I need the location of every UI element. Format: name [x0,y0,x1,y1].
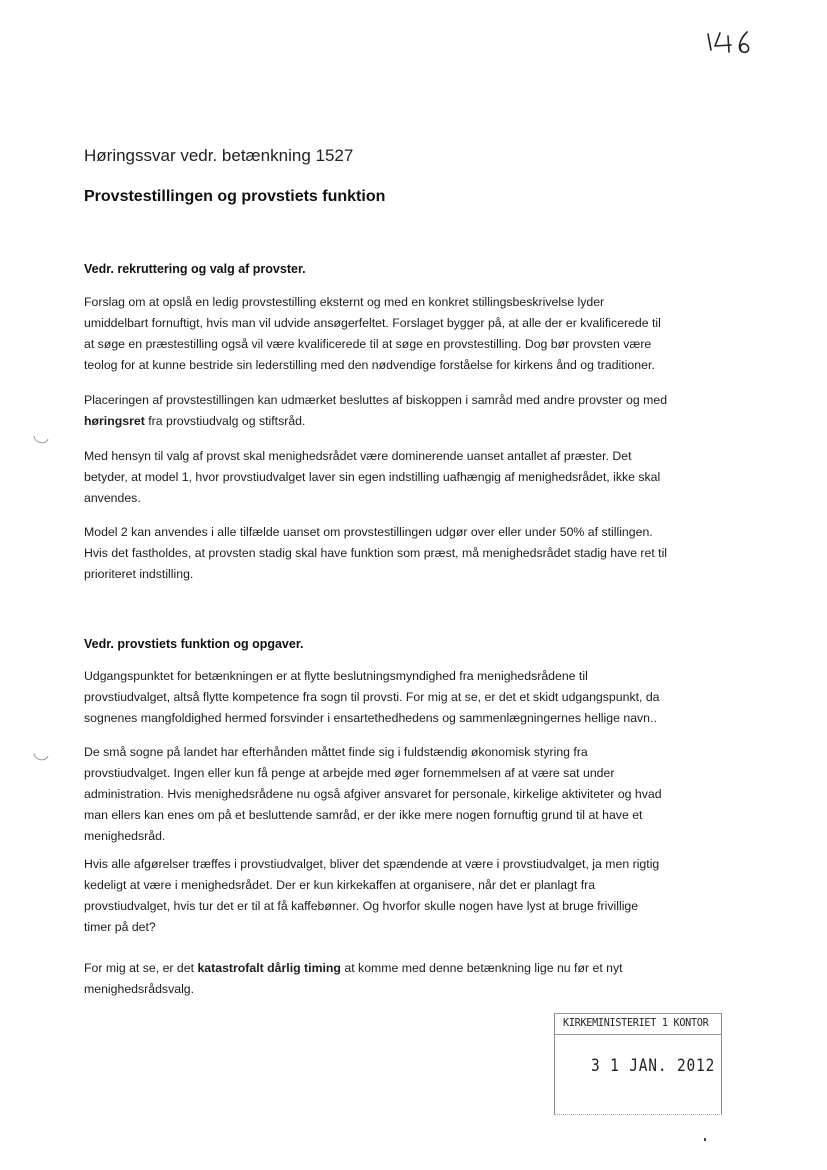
handwritten-page-number [703,28,763,62]
paragraph [84,742,744,847]
paragraph [84,958,744,1000]
paragraph-line: Hvis alle afgørelser træffes i provstiudvalget, bliver det spændende at være i provstiudvalget, ja men rigtig [84,857,660,871]
paragraph-line: kedeligt at være i menighedsrådet. Der er kun kirkekaffen at organisere, når det er planlagt fra [84,878,596,892]
section-heading-provsti-function: Vedr. provstiets funktion og opgaver. [84,637,304,651]
paragraph-line: Model 2 kan anvendes i alle tilfælde uanset om provstestillingen udgør over eller under 50% af stillingen. [84,525,653,539]
document-title: Høringssvar vedr. betænkning 1527 [84,146,354,165]
bold-text: katastrofalt dårlig timing [197,961,341,975]
paragraph-line [84,958,744,979]
document-subtitle: Provstestillingen og provstiets funktion [84,188,386,205]
paragraph-line: De små sogne på landet har efterhånden måttet finde sig i fuldstændig økonomisk styring fra [84,745,588,759]
text-span: fra provstiudvalg og stiftsråd. [144,414,306,428]
text-span: For mig at se, er det [84,961,198,975]
stamp-date: 3 1 JAN. 2012 [591,1056,716,1076]
paragraph [84,666,744,729]
text-span: at komme med denne betænkning lige nu før et nyt [340,961,623,975]
paragraph [84,292,744,376]
paragraph-line: Forslag om at opslå en ledig provstestilling eksternt og med en konkret stillingsbeskrivelse lyder [84,295,605,309]
received-stamp [554,1013,722,1115]
paragraph-line: provstiudvalget, hvis tur det er til at få kaffebønner. Og hvorfor skulle nogen have lyst at bruge frivillige [84,899,639,913]
paragraph-line: administration. Hvis menighedsrådene nu også afgiver ansvaret for personale, kirkelige aktiviteter og hvad [84,787,662,801]
paragraph-line: Placeringen af provstestillingen kan udmærket besluttes af biskoppen i samråd med andre provster og med [84,393,668,407]
paragraph [84,390,744,432]
stamp-organization: KIRKEMINISTERIET 1 KONTOR [563,1016,709,1029]
paragraph-line: at søge en præstestilling også vil være kvalificerede til at søge en provstestilling. Dog bør provsten være [84,337,652,351]
paragraph [84,522,744,585]
paragraph-line: menighedsråd. [84,829,166,843]
paragraph-line: teolog for at kunne bestride sin lederstilling med den nødvendige forståelse for kirkens ånd og traditioner. [84,358,655,372]
punch-hole-mark [32,750,50,764]
paragraph-line: man ellers kan enes om på et besluttende samråd, er der ikke mere nogen fornuftig grund til at have et [84,808,643,822]
paragraph-line: timer på det? [84,920,156,934]
paragraph-line: umiddelbart fornuftigt, hvis man vil udvide ansøgerfeltet. Forslaget bygger på, at alle der er kvalificerede til [84,316,661,330]
paragraph-line: betyder, at model 1, hvor provstiudvalget laver sin egen indstilling uafhængig af menighedsrådet, ikke skal [84,470,661,484]
stamp-header [555,1013,721,1035]
paragraph-line: provstiudvalget, altså flytte kompetence fra sogn til provsti. For mig at se, er det et skidt udgangspunkt, da [84,690,660,704]
paragraph-line: provstiudvalget. Ingen eller kun få penge at arbejde med øger fornemmelsen af at være sat under [84,766,615,780]
punch-hole-mark [32,433,50,447]
paragraph-line: prioriteret indstilling. [84,567,194,581]
paragraph-line: Hvis det fastholdes, at provsten stadig skal have funktion som præst, må menighedsrådet stadig have ret til [84,546,668,560]
paragraph-line [84,411,744,432]
paragraph-line: menighedsrådsvalg. [84,982,195,996]
bold-text: høringsret [84,414,145,428]
paragraph-line: Med hensyn til valg af provst skal menighedsrådet være dominerende uanset antallet af præster. Det [84,449,632,463]
paragraph [84,854,744,938]
paragraph [84,446,744,509]
paragraph-line: Udgangspunktet for betænkningen er at flytte beslutningsmyndighed fra menighedsrådene til [84,669,588,683]
paragraph-line: anvendes. [84,491,141,505]
scan-speck [704,1138,706,1141]
paragraph-line: sognenes mangfoldighed hermed forsvinder i ensartethedhedens og sammenlægningernes hellige navn.. [84,711,657,725]
section-heading-recruitment: Vedr. rekruttering og valg af provster. [84,262,306,276]
